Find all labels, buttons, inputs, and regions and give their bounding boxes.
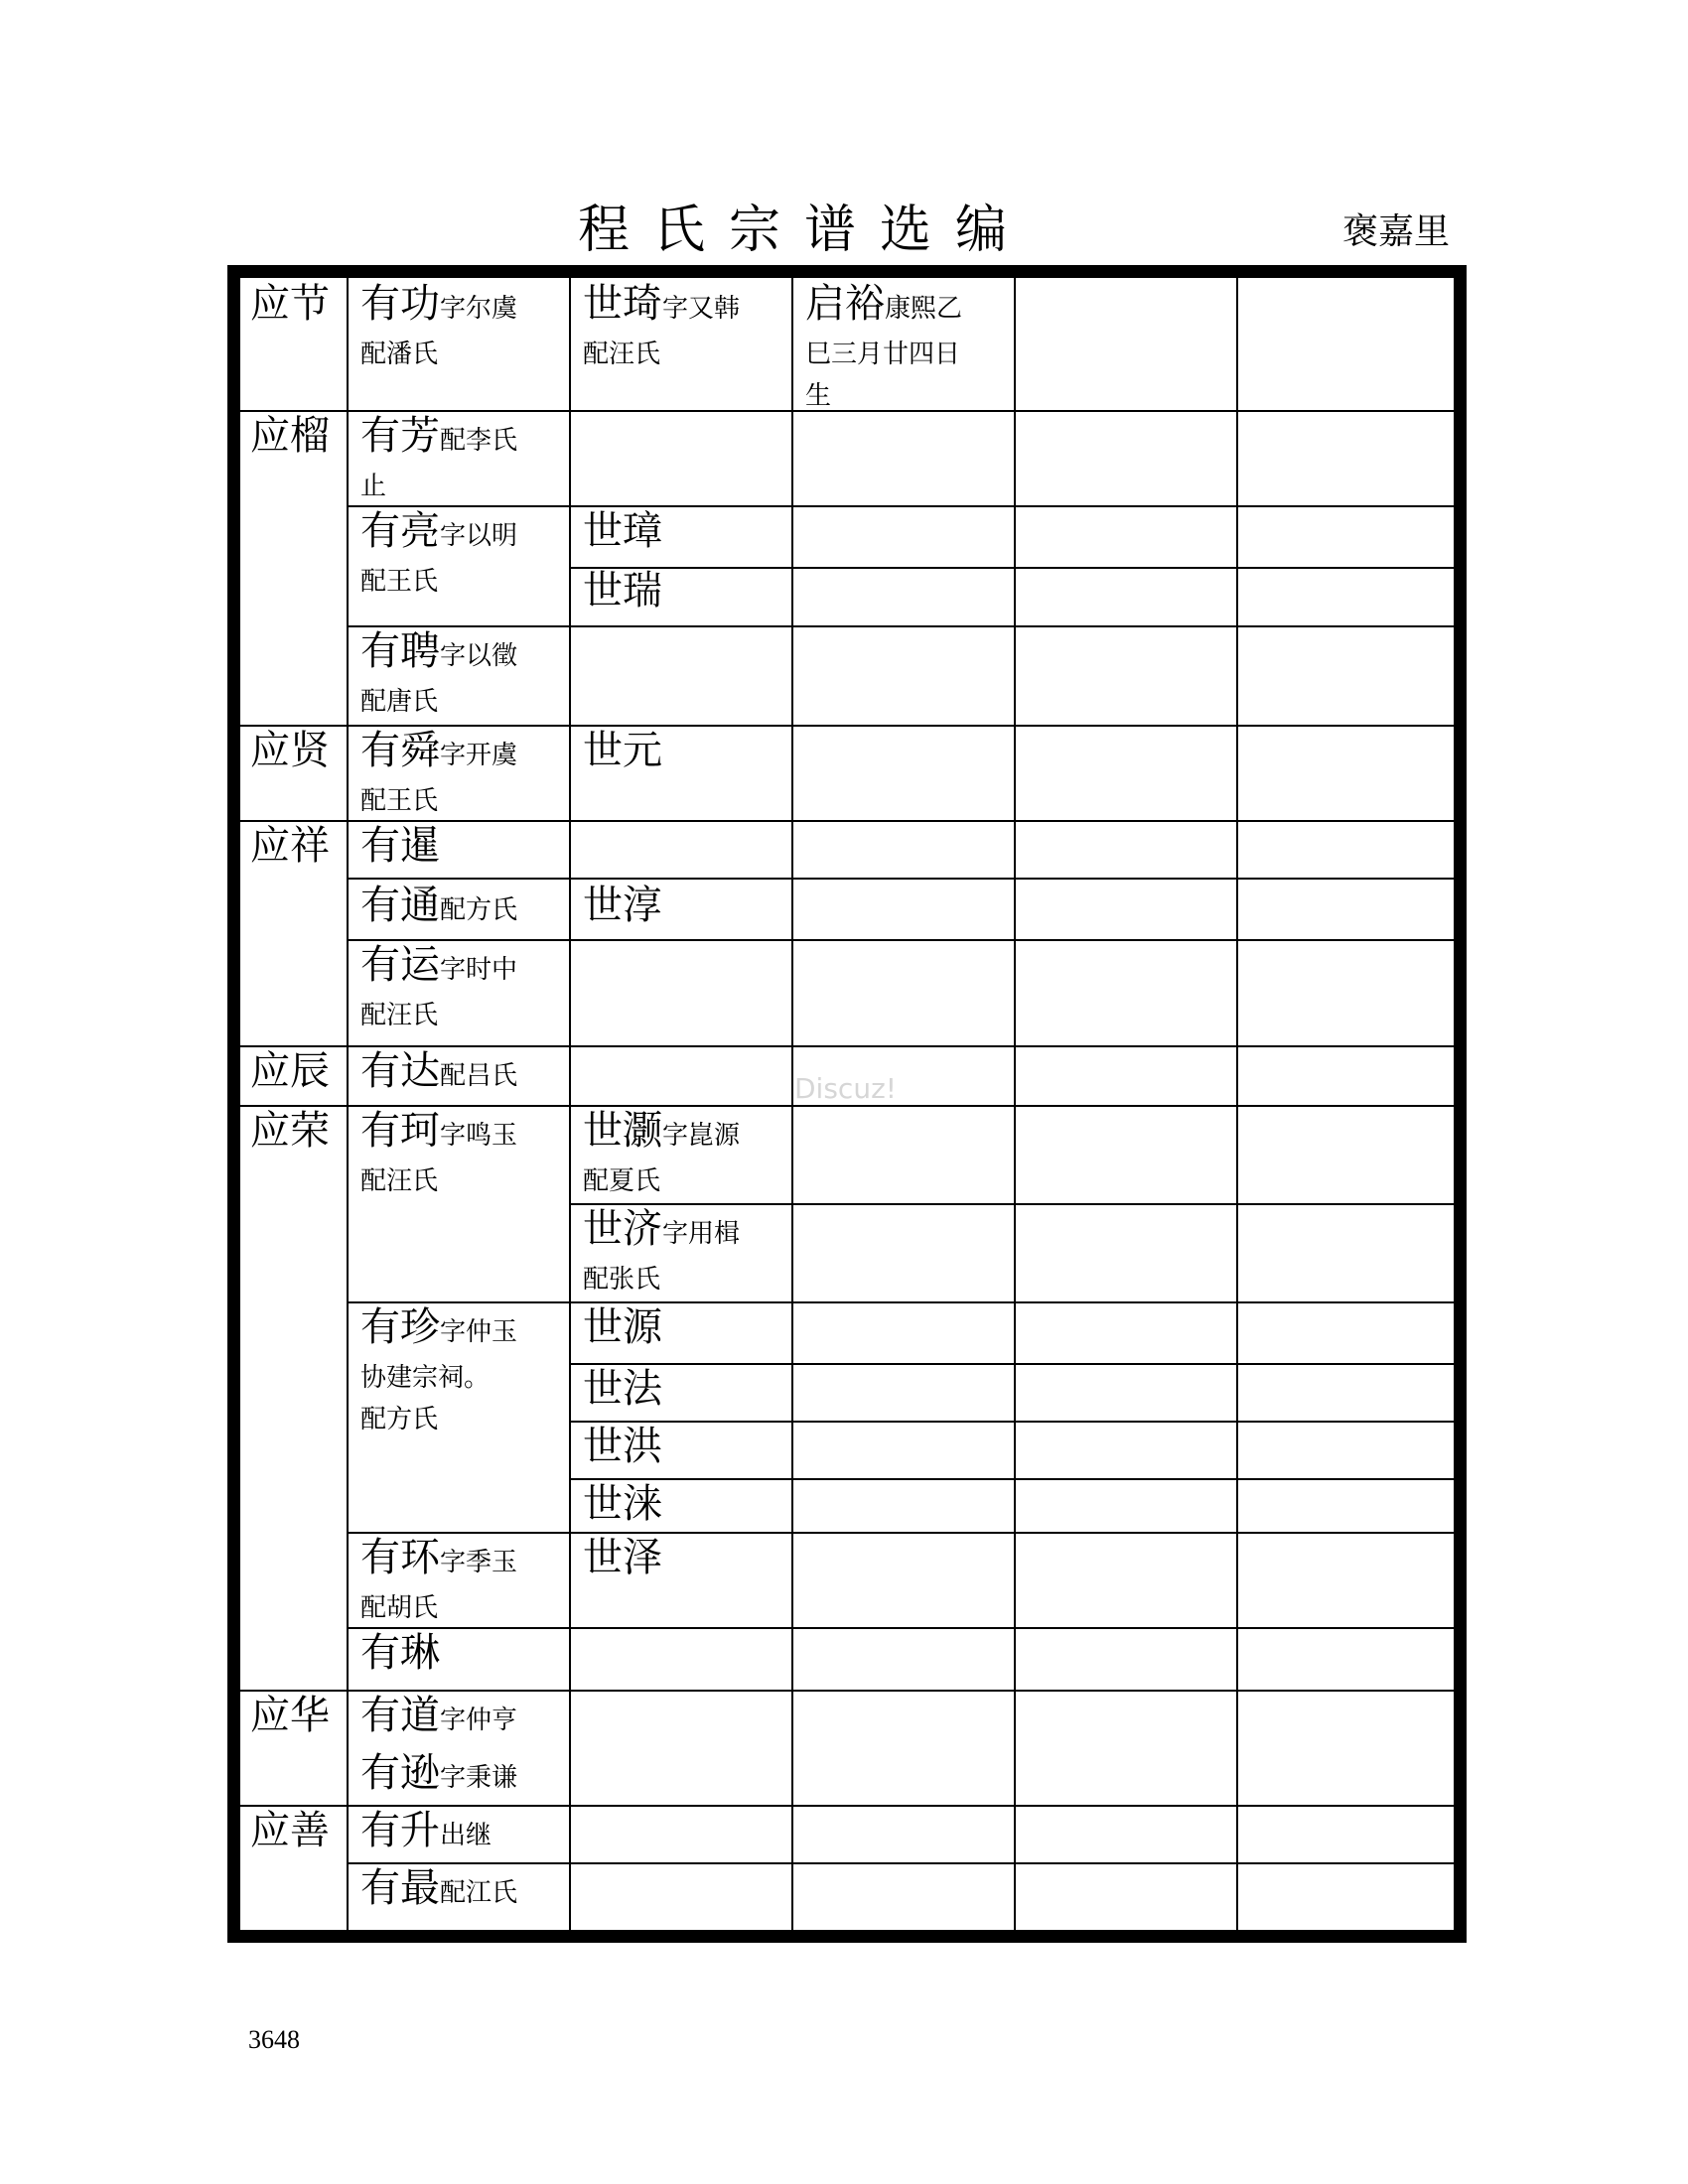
gen4-inline-note: 康熙乙: [885, 294, 963, 324]
gen3-entry: [583, 1482, 662, 1534]
gen3-name: 世瑞: [583, 568, 662, 614]
gen3-entry: [583, 1109, 740, 1202]
gen3-entry: [583, 884, 662, 935]
gen2-name: 有运: [360, 942, 440, 988]
gen2-name: 有聘: [360, 628, 440, 674]
row-line: [240, 725, 1457, 727]
gen1-name: 应荣: [250, 1108, 330, 1154]
row-line: [569, 1203, 1457, 1205]
gen4-note: 巳三月廿四日 生: [805, 340, 961, 411]
row-line: [347, 1532, 1457, 1534]
gen2-name: 有舜: [360, 728, 440, 773]
gen2-entry: [360, 1631, 440, 1683]
gen3-name: 世法: [583, 1366, 662, 1412]
gen2-note: 配王氏: [360, 786, 439, 816]
gen2-inline-note: 字开虞: [440, 741, 518, 770]
gen1-name: 应华: [250, 1693, 330, 1738]
gen3-name: 世元: [583, 728, 662, 773]
gen2-inline-note: 字季玉: [440, 1548, 518, 1577]
gen2-note: 止: [360, 472, 387, 501]
gen3-name: 世淳: [583, 883, 662, 928]
gen2-entry: [360, 282, 517, 375]
gen2-inline-note: 配方氏: [440, 895, 518, 925]
row-line: [347, 939, 1457, 941]
gen2-inline-note: 字以徵: [440, 641, 518, 671]
gen1-name: 应节: [250, 281, 330, 327]
gen2-entry: [360, 629, 517, 723]
row-line: [569, 1363, 1457, 1365]
gen3-note: 配张氏: [583, 1265, 661, 1295]
gen2-entry: [360, 1305, 517, 1440]
gen2-name: 有环: [360, 1535, 440, 1580]
gen1-name: 应善: [250, 1808, 330, 1853]
gen2-entry: [360, 1694, 517, 1745]
gen2-note: 配汪氏: [360, 1166, 439, 1196]
gen3-entry: [583, 1367, 662, 1419]
gen2-name: 有升: [360, 1808, 440, 1853]
gen3-entry: [583, 1305, 662, 1357]
row-line: [347, 625, 1457, 627]
gen3-entry: [583, 1207, 740, 1300]
place-name: 褒嘉里: [1341, 211, 1450, 252]
row-line: [569, 1478, 1457, 1480]
gen2-entry: [360, 729, 517, 822]
gen2-name: 有琳: [360, 1630, 440, 1676]
gen2-inline-note: 配李氏: [440, 426, 518, 456]
gen3-entry: [583, 1536, 662, 1587]
row-line: [240, 1805, 1457, 1807]
gen3-inline-note: 字用楫: [662, 1219, 741, 1249]
gen2-inline-note: 字尔虞: [440, 294, 518, 324]
gen2-name: 有逊: [360, 1750, 440, 1796]
gen3-entry: [583, 729, 662, 780]
gen2-name: 有暹: [360, 823, 440, 869]
gen3-inline-note: 字又韩: [662, 294, 741, 324]
gen3-name: 世琦: [583, 281, 662, 327]
gen1-name: 应辰: [250, 1048, 330, 1094]
gen2-entry: [360, 1536, 517, 1629]
page-number: 3648: [248, 2025, 300, 2054]
gen2-entry: [360, 1109, 517, 1202]
gen2-inline-note: 配江氏: [440, 1878, 518, 1908]
gen2-name: 有最: [360, 1865, 440, 1911]
gen3-name: 世洪: [583, 1424, 662, 1469]
gen2-name: 有道: [360, 1693, 440, 1738]
gen2-entry: [360, 509, 517, 603]
gen3-name: 世济: [583, 1206, 662, 1252]
document-title: 程氏宗谱选编: [577, 201, 1031, 260]
gen2-entry: [360, 1049, 517, 1101]
gen4-entry: [805, 282, 962, 417]
gen2-entry: [360, 414, 517, 507]
gen2-entry: [360, 884, 517, 935]
gen3-name: 世灏: [583, 1108, 662, 1154]
gen2-note: 配潘氏: [360, 340, 439, 369]
gen2-inline-note: 字时中: [440, 955, 518, 985]
row-line: [240, 1690, 1457, 1692]
gen3-inline-note: 字崑源: [662, 1121, 741, 1151]
gen2-name: 有达: [360, 1048, 440, 1094]
gen3-name: 世涞: [583, 1481, 662, 1527]
gen2-entry: [360, 943, 517, 1036]
row-line: [347, 1301, 1457, 1303]
gen2-note: 配汪氏: [360, 1001, 439, 1030]
gen1-name: 应贤: [250, 728, 330, 773]
gen2-entry: [360, 1866, 517, 1918]
row-line: [240, 1045, 1457, 1047]
gen1-name: 应榴: [250, 413, 330, 459]
row-line: [569, 1421, 1457, 1423]
gen2-name: 有珂: [360, 1108, 440, 1154]
gen2-inline-note: 配吕氏: [440, 1061, 518, 1091]
row-line: [240, 1105, 1457, 1107]
gen2-name: 有通: [360, 883, 440, 928]
gen3-note: 配夏氏: [583, 1166, 661, 1196]
gen1-name: 应祥: [250, 823, 330, 869]
gen2-entry: [360, 1809, 492, 1860]
gen2-inline-note: 字仲玉: [440, 1317, 518, 1347]
gen3-name: 世璋: [583, 508, 662, 554]
gen3-entry: [583, 569, 662, 620]
gen2-inline-note: 字以明: [440, 521, 518, 551]
gen2-note: 配胡氏: [360, 1593, 439, 1623]
gen2-inline-note: 出继: [440, 1821, 492, 1850]
gen3-entry: [583, 509, 662, 561]
gen4-name: 启裕: [805, 281, 885, 327]
gen2-name: 有功: [360, 281, 440, 327]
row-line: [347, 878, 1457, 880]
watermark: Discuz!: [794, 1072, 897, 1105]
gen2-inline-note: 字秉谦: [440, 1763, 518, 1793]
gen2-name: 有芳: [360, 413, 440, 459]
row-line: [347, 1862, 1457, 1864]
row-line: [569, 567, 1457, 569]
gen2-note: 配唐氏: [360, 687, 439, 717]
gen3-note: 配汪氏: [583, 340, 661, 369]
gen2-inline-note: 字鸣玉: [440, 1121, 518, 1151]
gen2-note: 协建宗祠。 配方氏: [360, 1363, 491, 1434]
gen2-name: 有亮: [360, 508, 440, 554]
gen2-note: 配王氏: [360, 567, 439, 597]
gen3-entry: [583, 282, 740, 375]
gen3-name: 世源: [583, 1304, 662, 1350]
gen3-name: 世泽: [583, 1535, 662, 1580]
gen2-entry: [360, 824, 440, 876]
gen2-entry: [360, 1751, 517, 1803]
gen3-entry: [583, 1425, 662, 1476]
gen2-name: 有珍: [360, 1304, 440, 1350]
gen2-inline-note: 字仲亨: [440, 1706, 518, 1735]
